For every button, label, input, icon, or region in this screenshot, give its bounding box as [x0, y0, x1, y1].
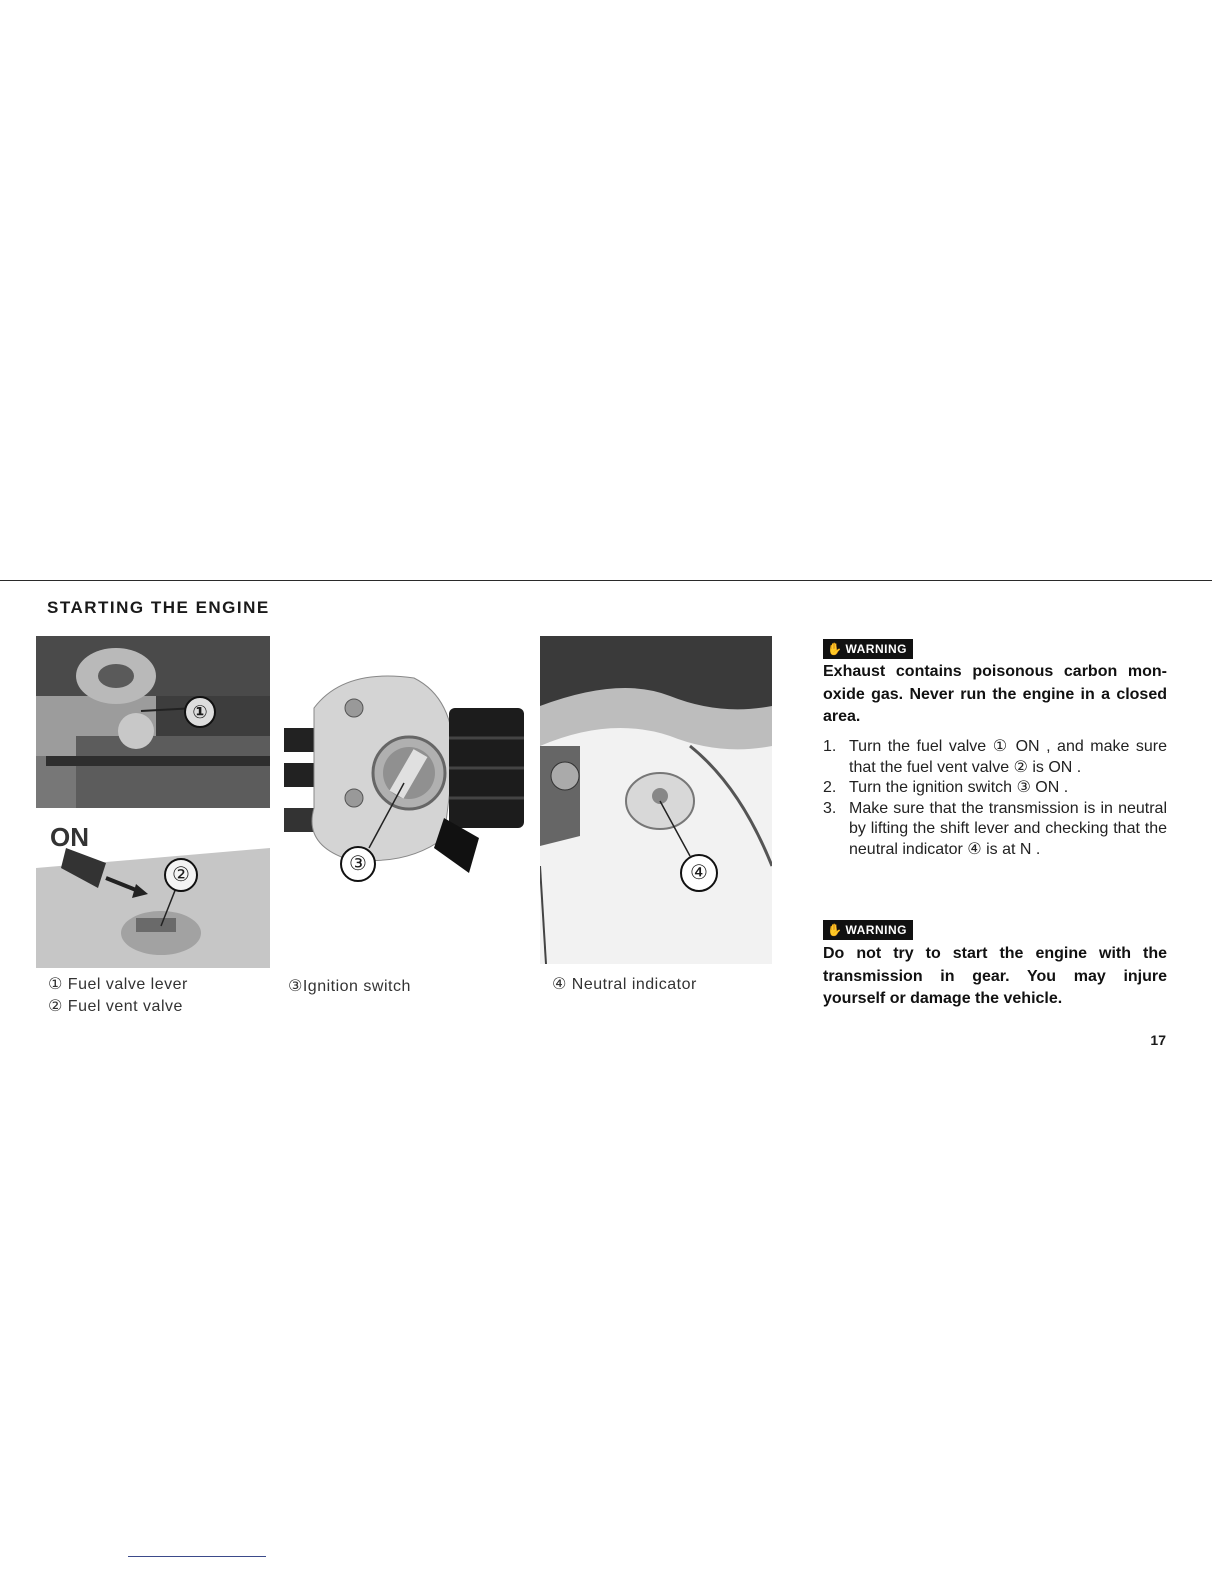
page-number: 17 [1150, 1032, 1166, 1048]
top-divider [0, 580, 1212, 581]
warning-badge-label: WARNING [845, 642, 907, 656]
step-number: 1. [823, 738, 837, 755]
step-item [823, 799, 1167, 861]
callout-3-badge: ③ [340, 846, 376, 882]
warning-hand-icon: ✋ [827, 642, 843, 656]
step-text: Turn the ignition switch ③ ON . [849, 779, 1069, 796]
section-title: STARTING THE ENGINE [47, 598, 270, 617]
callout-2-badge: ② [164, 858, 198, 892]
step-number: 3. [823, 799, 837, 817]
step-item [823, 778, 1167, 799]
caption-neutral-indicator: ④ Neutral indicator [552, 976, 697, 993]
fuel-valve-photo [36, 636, 270, 808]
caption-ignition-switch: ③Ignition switch [288, 978, 411, 995]
fuel-vent-photo [36, 808, 270, 968]
warning-text-exhaust: Exhaust contains poisonous carbon mon-oxide gas. Never run the engine in a closed area. [823, 663, 1167, 725]
warning-badge-1 [823, 639, 913, 659]
photo-on-label: ON [50, 822, 89, 852]
callout-4-badge: ④ [680, 854, 718, 892]
warning-badge-2 [823, 920, 913, 940]
step-text: Turn the fuel valve ① ON , and make sure that the fuel vent valve ② is ON . [849, 738, 1167, 776]
warning-hand-icon: ✋ [827, 923, 843, 937]
warning-text-gear: Do not try to start the engine with the transmission in gear. You may injure yourself or damage the vehicle. [823, 945, 1167, 1007]
starting-steps-list [823, 737, 1167, 860]
caption-fuel-vent-valve: ② Fuel vent valve [48, 998, 183, 1015]
ignition-switch-photo [284, 668, 524, 908]
bottom-divider [128, 1556, 266, 1557]
step-item [823, 737, 1167, 778]
neutral-indicator-photo [540, 636, 772, 964]
callout-1-badge: ① [184, 696, 216, 728]
caption-fuel-valve-lever: ① Fuel valve lever [48, 976, 188, 993]
step-text: Make sure that the transmission is in neutral by lifting the shift lever and checking that the neutral indicator ④ is at N . [849, 799, 1167, 858]
warning-badge-label: WARNING [845, 923, 907, 937]
step-number: 2. [823, 779, 837, 796]
